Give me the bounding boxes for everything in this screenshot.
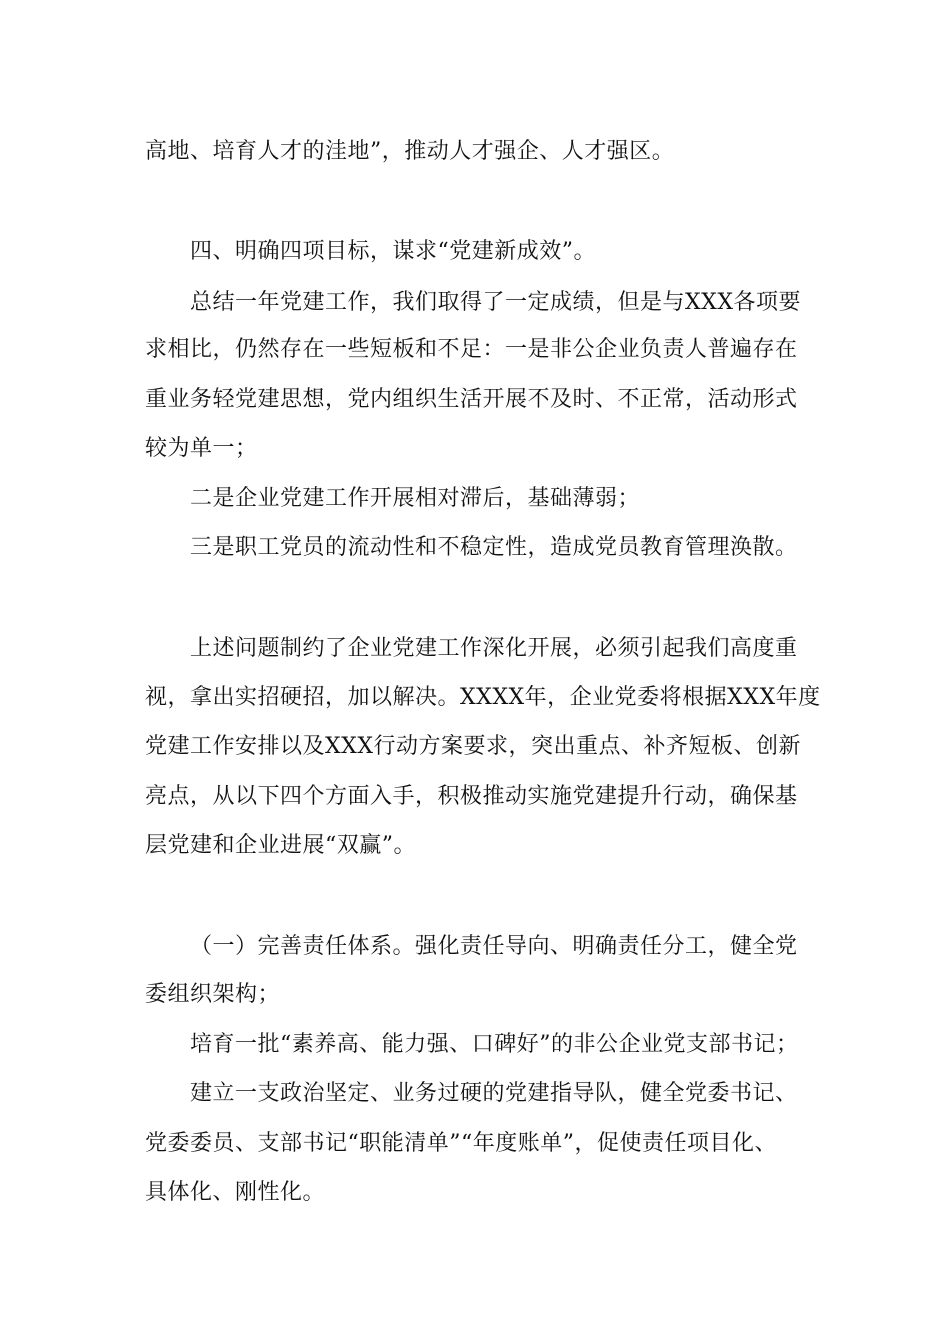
- line-text: 委组织架构；: [145, 982, 281, 1007]
- text-line: [0, 975, 950, 1015]
- text-line: [0, 132, 950, 172]
- text-line: [0, 1025, 950, 1065]
- line-text: 较为单一；: [145, 436, 258, 461]
- line-text: 层党建和企业进展“双赢”。: [145, 833, 416, 858]
- text-line: [0, 727, 950, 767]
- line-text: 具体化、刚性化。: [145, 1180, 326, 1205]
- line-text: 党建工作安排以及XXX行动方案要求，突出重点、补齐短板、创新: [145, 734, 801, 759]
- text-line: [0, 479, 950, 519]
- section-heading: [0, 232, 950, 272]
- line-text: 亮点，从以下四个方面入手，积极推动实施党建提升行动，确保基: [145, 784, 798, 809]
- line-text: 党委委员、支部书记“职能清单”“年度账单”，促使责任项目化、: [145, 1131, 777, 1156]
- line-text: 四、明确四项目标，谋求“党建新成效”。: [190, 239, 596, 264]
- line-text: 高地、培育人才的洼地”，推动人才强企、人才强区。: [145, 139, 675, 164]
- text-line: [0, 629, 950, 669]
- line-text: 二是企业党建工作开展相对滞后，基础薄弱；: [190, 486, 641, 511]
- line-text: 上述问题制约了企业党建工作深化开展，必须引起我们高度重: [190, 636, 798, 661]
- line-text: 建立一支政治坚定、业务过硬的党建指导队，健全党委书记、: [190, 1081, 798, 1106]
- text-line: [0, 678, 950, 718]
- text-line: [0, 330, 950, 370]
- text-line: [0, 777, 950, 817]
- line-text: 三是职工党员的流动性和不稳定性，造成党员教育管理涣散。: [190, 535, 798, 560]
- line-text: 求相比，仍然存在一些短板和不足：一是非公企业负责人普遍存在: [145, 337, 798, 362]
- line-text: （一）完善责任体系。强化责任导向、明确责任分工，健全党: [190, 934, 798, 959]
- line-text: 总结一年党建工作，我们取得了一定成绩，但是与XXX各项要: [190, 290, 801, 315]
- text-line: [0, 429, 950, 469]
- text-line: [0, 1173, 950, 1213]
- text-line: [0, 283, 950, 323]
- text-line: [0, 1074, 950, 1114]
- text-line: [0, 380, 950, 420]
- line-text: 视，拿出实招硬招，加以解决。XXXX年，企业党委将根据XXX年度: [145, 685, 821, 710]
- text-line: [0, 826, 950, 866]
- text-line: [0, 528, 950, 568]
- subsection-heading: [0, 927, 950, 967]
- line-text: 重业务轻党建思想，党内组织生活开展不及时、不正常，活动形式: [145, 387, 798, 412]
- line-text: 培育一批“素养高、能力强、口碑好”的非公企业党支部书记；: [190, 1032, 799, 1057]
- text-line: [0, 1124, 950, 1164]
